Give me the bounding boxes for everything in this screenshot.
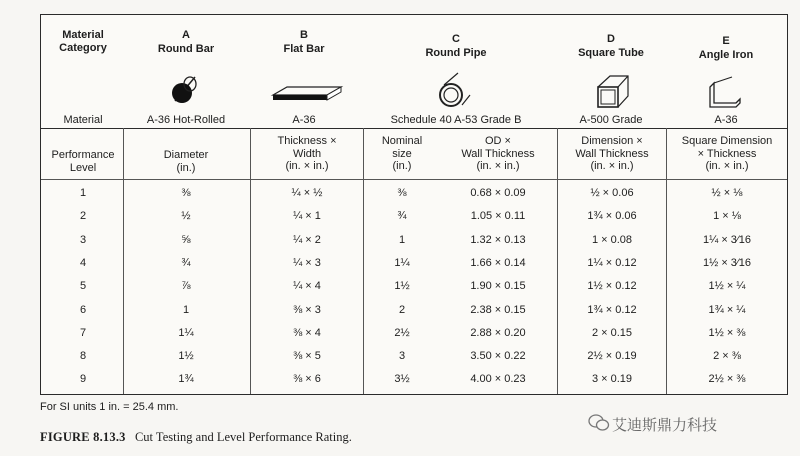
round-pipe-icon (436, 71, 472, 111)
category-d-letter: D (607, 33, 615, 45)
diameter-header: Diameter (in.) (163, 149, 209, 174)
table-cell-flat: ¼ × 4 (293, 280, 321, 293)
table-cell-nom: 2½ (394, 326, 410, 339)
column-divider (557, 128, 558, 394)
category-e-name: Angle Iron (698, 49, 754, 61)
nominal-size-header: Nominal size (in.) (381, 135, 423, 172)
round-bar-icon (165, 71, 205, 107)
table-cell-level: 7 (79, 326, 87, 339)
flat-bar-icon (269, 83, 345, 105)
material-e: A-36 (714, 114, 738, 126)
table-cell-flat: ¼ × 3 (293, 256, 321, 269)
table-cell-level: 3 (79, 233, 87, 246)
table-cell-dia: 1½ (178, 350, 194, 363)
category-b-letter: B (300, 29, 308, 41)
table-cell-od: 0.68 × 0.09 (470, 187, 526, 199)
table-cell-ang: 1½ × 3⁄16 (702, 256, 752, 269)
wechat-icon (588, 414, 610, 432)
table-cell-flat: ¼ × 2 (293, 233, 321, 246)
table-cell-flat: ⅜ × 4 (293, 326, 321, 339)
table-cell-ang: 1½ × ⅜ (708, 326, 746, 339)
table-cell-sq: 2 × 0.15 (591, 326, 633, 339)
table-cell-flat: ⅜ × 5 (293, 350, 321, 363)
od-wall-header: OD × Wall Thickness (in. × in.) (461, 135, 535, 172)
table-cell-level: 5 (79, 280, 87, 293)
table-cell-dia: ⅝ (181, 233, 191, 246)
table-cell-nom: 3 (398, 350, 406, 363)
category-e-letter: E (722, 35, 730, 47)
performance-level-header: Performance Level (51, 149, 115, 174)
table-cell-flat: ¼ × 1 (293, 210, 321, 223)
table-cell-ang: 1½ × ¼ (708, 280, 746, 293)
table-cell-ang: 1¼ × 3⁄16 (702, 233, 752, 246)
table-cell-sq: 1¾ × 0.06 (587, 210, 637, 223)
angle-iron-icon (706, 75, 744, 111)
dimension-wall-header: Dimension × Wall Thickness (in. × in.) (575, 135, 649, 172)
table-cell-dia: ⅜ (181, 187, 191, 199)
table-cell-nom: ⅜ (397, 187, 407, 199)
table-cell-flat: ⅜ × 6 (293, 373, 321, 386)
material-d: A-500 Grade (579, 114, 643, 126)
table-cell-nom: 2 (398, 303, 406, 316)
square-tube-icon (594, 73, 630, 111)
table-cell-dia: ⅞ (181, 280, 191, 293)
table-cell-level: 9 (79, 373, 87, 386)
table-cell-nom: ¾ (397, 210, 407, 223)
table-cell-sq: 2½ × 0.19 (587, 350, 637, 363)
column-divider (123, 128, 124, 394)
table-cell-level: 4 (79, 256, 87, 269)
table-cell-dia: 1 (182, 303, 190, 316)
table-cell-sq: 1¼ × 0.12 (587, 256, 637, 269)
table-cell-level: 1 (79, 187, 87, 199)
table-cell-sq: 1¾ × 0.12 (587, 303, 637, 316)
category-c-letter: C (452, 33, 460, 45)
category-a-name: Round Bar (157, 43, 215, 55)
table-cell-sq: ½ × 0.06 (590, 187, 634, 199)
table-cell-od: 4.00 × 0.23 (470, 373, 526, 386)
table-cell-ang: 2½ × ⅜ (708, 373, 746, 386)
category-a-letter: A (182, 29, 190, 41)
table-cell-dia: ½ (181, 210, 191, 223)
column-divider (363, 128, 364, 394)
table-cell-od: 3.50 × 0.22 (470, 350, 526, 363)
category-c-name: Round Pipe (425, 47, 487, 59)
table-cell-ang: ½ × ⅛ (711, 187, 743, 199)
table-cell-od: 1.66 × 0.14 (470, 256, 526, 269)
table-cell-sq: 1½ × 0.12 (587, 280, 637, 293)
table-cell-nom: 1½ (394, 280, 410, 293)
table-cell-dia: 1¾ (178, 373, 194, 386)
material-row-label: Material (63, 114, 103, 126)
header-rule (41, 128, 787, 129)
figure-number: FIGURE 8.13.3 (40, 430, 126, 444)
table-cell-sq: 3 × 0.19 (591, 373, 633, 386)
material-category-label: Material Category (59, 29, 107, 54)
table-cell-od: 2.88 × 0.20 (470, 326, 526, 339)
table-cell-level: 6 (79, 303, 87, 316)
thickness-width-header: Thickness × Width (in. × in.) (277, 135, 337, 172)
table-cell-nom: 1 (398, 233, 406, 246)
figure-caption (40, 430, 352, 445)
table-cell-od: 2.38 × 0.15 (470, 303, 526, 316)
table-cell-ang: 1¾ × ¼ (708, 303, 746, 316)
table-cell-nom: 3½ (394, 373, 410, 386)
subheader-rule (41, 179, 787, 180)
table-cell-nom: 1¼ (394, 256, 410, 269)
table-cell-ang: 1 × ⅛ (713, 210, 741, 223)
table-cell-od: 1.90 × 0.15 (470, 280, 526, 293)
table-cell-dia: 1¼ (178, 326, 194, 339)
category-b-name: Flat Bar (283, 43, 325, 55)
table-cell-level: 2 (79, 210, 87, 223)
square-dimension-header: Square Dimension × Thickness (in. × in.) (681, 135, 773, 172)
footnote: For SI units 1 in. = 25.4 mm. (40, 401, 179, 413)
figure-title: Cut Testing and Level Performance Rating. (134, 430, 352, 444)
table-cell-ang: 2 × ⅜ (713, 350, 741, 363)
column-divider (250, 128, 251, 394)
table-cell-flat: ¼ × ½ (291, 187, 323, 199)
category-d-name: Square Tube (578, 47, 644, 59)
table-cell-dia: ¾ (181, 256, 191, 269)
material-c: Schedule 40 A-53 Grade B (390, 114, 522, 126)
watermark-text: 艾迪斯鼎力科技 (612, 416, 718, 434)
material-b: A-36 (292, 114, 316, 126)
performance-table (40, 14, 788, 395)
material-a: A-36 Hot-Rolled (146, 114, 226, 126)
table-cell-level: 8 (79, 350, 87, 363)
table-cell-od: 1.32 × 0.13 (470, 233, 526, 246)
table-cell-od: 1.05 × 0.11 (470, 210, 526, 223)
table-cell-sq: 1 × 0.08 (591, 233, 633, 246)
table-cell-flat: ⅜ × 3 (293, 303, 321, 316)
